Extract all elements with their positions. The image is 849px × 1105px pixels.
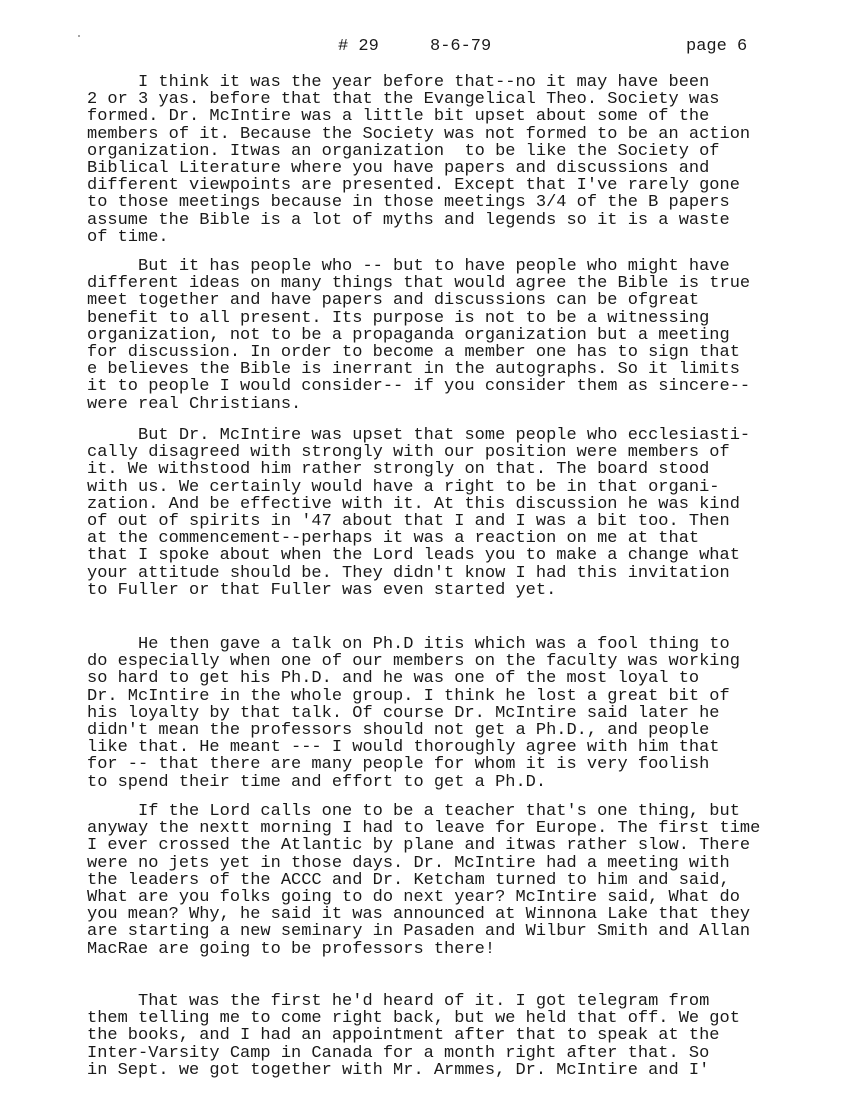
- text-line: meet together and have papers and discussions can be ofgreat: [87, 291, 700, 311]
- text-line: But it has people who -- but to have people who might have: [87, 257, 730, 276]
- page-number: page 6: [686, 37, 748, 56]
- paper-speck: [78, 35, 80, 37]
- text-line: I think it was the year before that--no it may have been: [87, 73, 710, 92]
- text-line: for -- that there are many people for whom it is very foolish: [87, 755, 710, 775]
- paragraph-4: [87, 636, 740, 791]
- text-line: to Fuller or that Fuller was even started yet.: [87, 580, 557, 600]
- text-line: with us. We certainly would have a right to be in that organi-: [87, 477, 720, 497]
- text-line: you mean? Why, he said it was announced at Winnona Lake that they: [87, 905, 751, 925]
- text-line: to spend their time and effort to get a Ph.D.: [87, 772, 547, 792]
- text-line: in Sept. we got together with Mr. Armmes, Dr. McIntire and I': [87, 1060, 710, 1080]
- paragraph-2: [87, 258, 750, 413]
- text-line: were no jets yet in those days. Dr. McIntire had a meeting with: [87, 853, 730, 873]
- text-line: e believes the Bible is inerrant in the autographs. So it limits: [87, 360, 740, 380]
- text-line: assume the Bible is a lot of myths and legends so it is a waste: [87, 210, 730, 230]
- text-line: for discussion. In order to become a member one has to sign that: [87, 342, 740, 362]
- text-line: 2 or 3 yas. before that that the Evangelical Theo. Society was: [87, 90, 720, 110]
- paragraph-5: [87, 803, 760, 958]
- text-line: He then gave a talk on Ph.D itis which was a fool thing to: [87, 635, 730, 654]
- text-line: it to people I would consider-- if you consider them as sincere--: [87, 377, 751, 397]
- text-line: That was the first he'd heard of it. I got telegram from: [87, 992, 710, 1011]
- text-line: of time.: [87, 227, 169, 247]
- text-line: Biblical Literature where you have papers and discussions and: [87, 158, 710, 178]
- paragraph-6: [87, 993, 740, 1079]
- text-line: Inter-Varsity Camp in Canada for a month right after that. So: [87, 1043, 710, 1063]
- text-line: were real Christians.: [87, 394, 302, 414]
- paragraph-3: [87, 427, 750, 599]
- text-line: different viewpoints are presented. Except that I've rarely gone: [87, 176, 740, 196]
- text-line: didn't mean the professors should not get a Ph.D., and people: [87, 720, 710, 740]
- text-line: at the commencement--perhaps it was a reaction on me at that: [87, 529, 700, 549]
- text-line: them telling me to come right back, but we held that off. We got: [87, 1009, 740, 1029]
- text-line: do especially when one of our members on the faculty was working: [87, 652, 740, 672]
- text-line: that I spoke about when the Lord leads you to make a change what: [87, 546, 740, 566]
- text-line: so hard to get his Ph.D. and he was one of the most loyal to: [87, 669, 700, 689]
- text-line: the books, and I had an appointment after that to speak at the: [87, 1026, 720, 1046]
- text-line: benefit to all present. Its purpose is not to be a witnessing: [87, 308, 710, 328]
- text-line: But Dr. McIntire was upset that some people who ecclesiasti-: [87, 426, 751, 445]
- document-number: # 29: [338, 37, 379, 56]
- text-line: like that. He meant --- I would thoroughly agree with him that: [87, 738, 720, 758]
- text-line: What are you folks going to do next year? McIntire said, What do: [87, 887, 740, 907]
- text-line: to those meetings because in those meetings 3/4 of the B papers: [87, 193, 730, 213]
- text-line: different ideas on many things that would agree the Bible is true: [87, 274, 751, 294]
- text-line: are starting a new seminary in Pasaden and Wilbur Smith and Allan: [87, 922, 751, 942]
- text-line: his loyalty by that talk. Of course Dr. McIntire said later he: [87, 703, 720, 723]
- text-line: formed. Dr. McIntire was a little bit upset about some of the: [87, 107, 710, 127]
- text-line: of out of spirits in '47 about that I and I was a bit too. Then: [87, 511, 730, 531]
- document-date: 8-6-79: [430, 37, 492, 56]
- text-line: the leaders of the ACCC and Dr. Ketcham turned to him and said,: [87, 870, 730, 890]
- text-line: organization, not to be a propaganda organization but a meeting: [87, 325, 730, 345]
- text-line: Dr. McIntire in the whole group. I think he lost a great bit of: [87, 686, 730, 706]
- text-line: it. We withstood him rather strongly on that. The board stood: [87, 460, 710, 480]
- text-line: zation. And be effective with it. At this discussion he was kind: [87, 494, 740, 514]
- text-line: organization. Itwas an organization to be like the Society of: [87, 141, 720, 161]
- paragraph-1: [87, 74, 750, 246]
- text-line: anyway the nextt morning I had to leave for Europe. The first time: [87, 819, 761, 839]
- text-line: If the Lord calls one to be a teacher that's one thing, but: [87, 802, 740, 821]
- text-line: MacRae are going to be professors there!: [87, 939, 496, 959]
- text-line: cally disagreed with strongly with our position were members of: [87, 443, 730, 463]
- text-line: your attitude should be. They didn't know I had this invitation: [87, 563, 730, 583]
- text-line: members of it. Because the Society was not formed to be an action: [87, 124, 751, 144]
- text-line: I ever crossed the Atlantic by plane and itwas rather slow. There: [87, 836, 751, 856]
